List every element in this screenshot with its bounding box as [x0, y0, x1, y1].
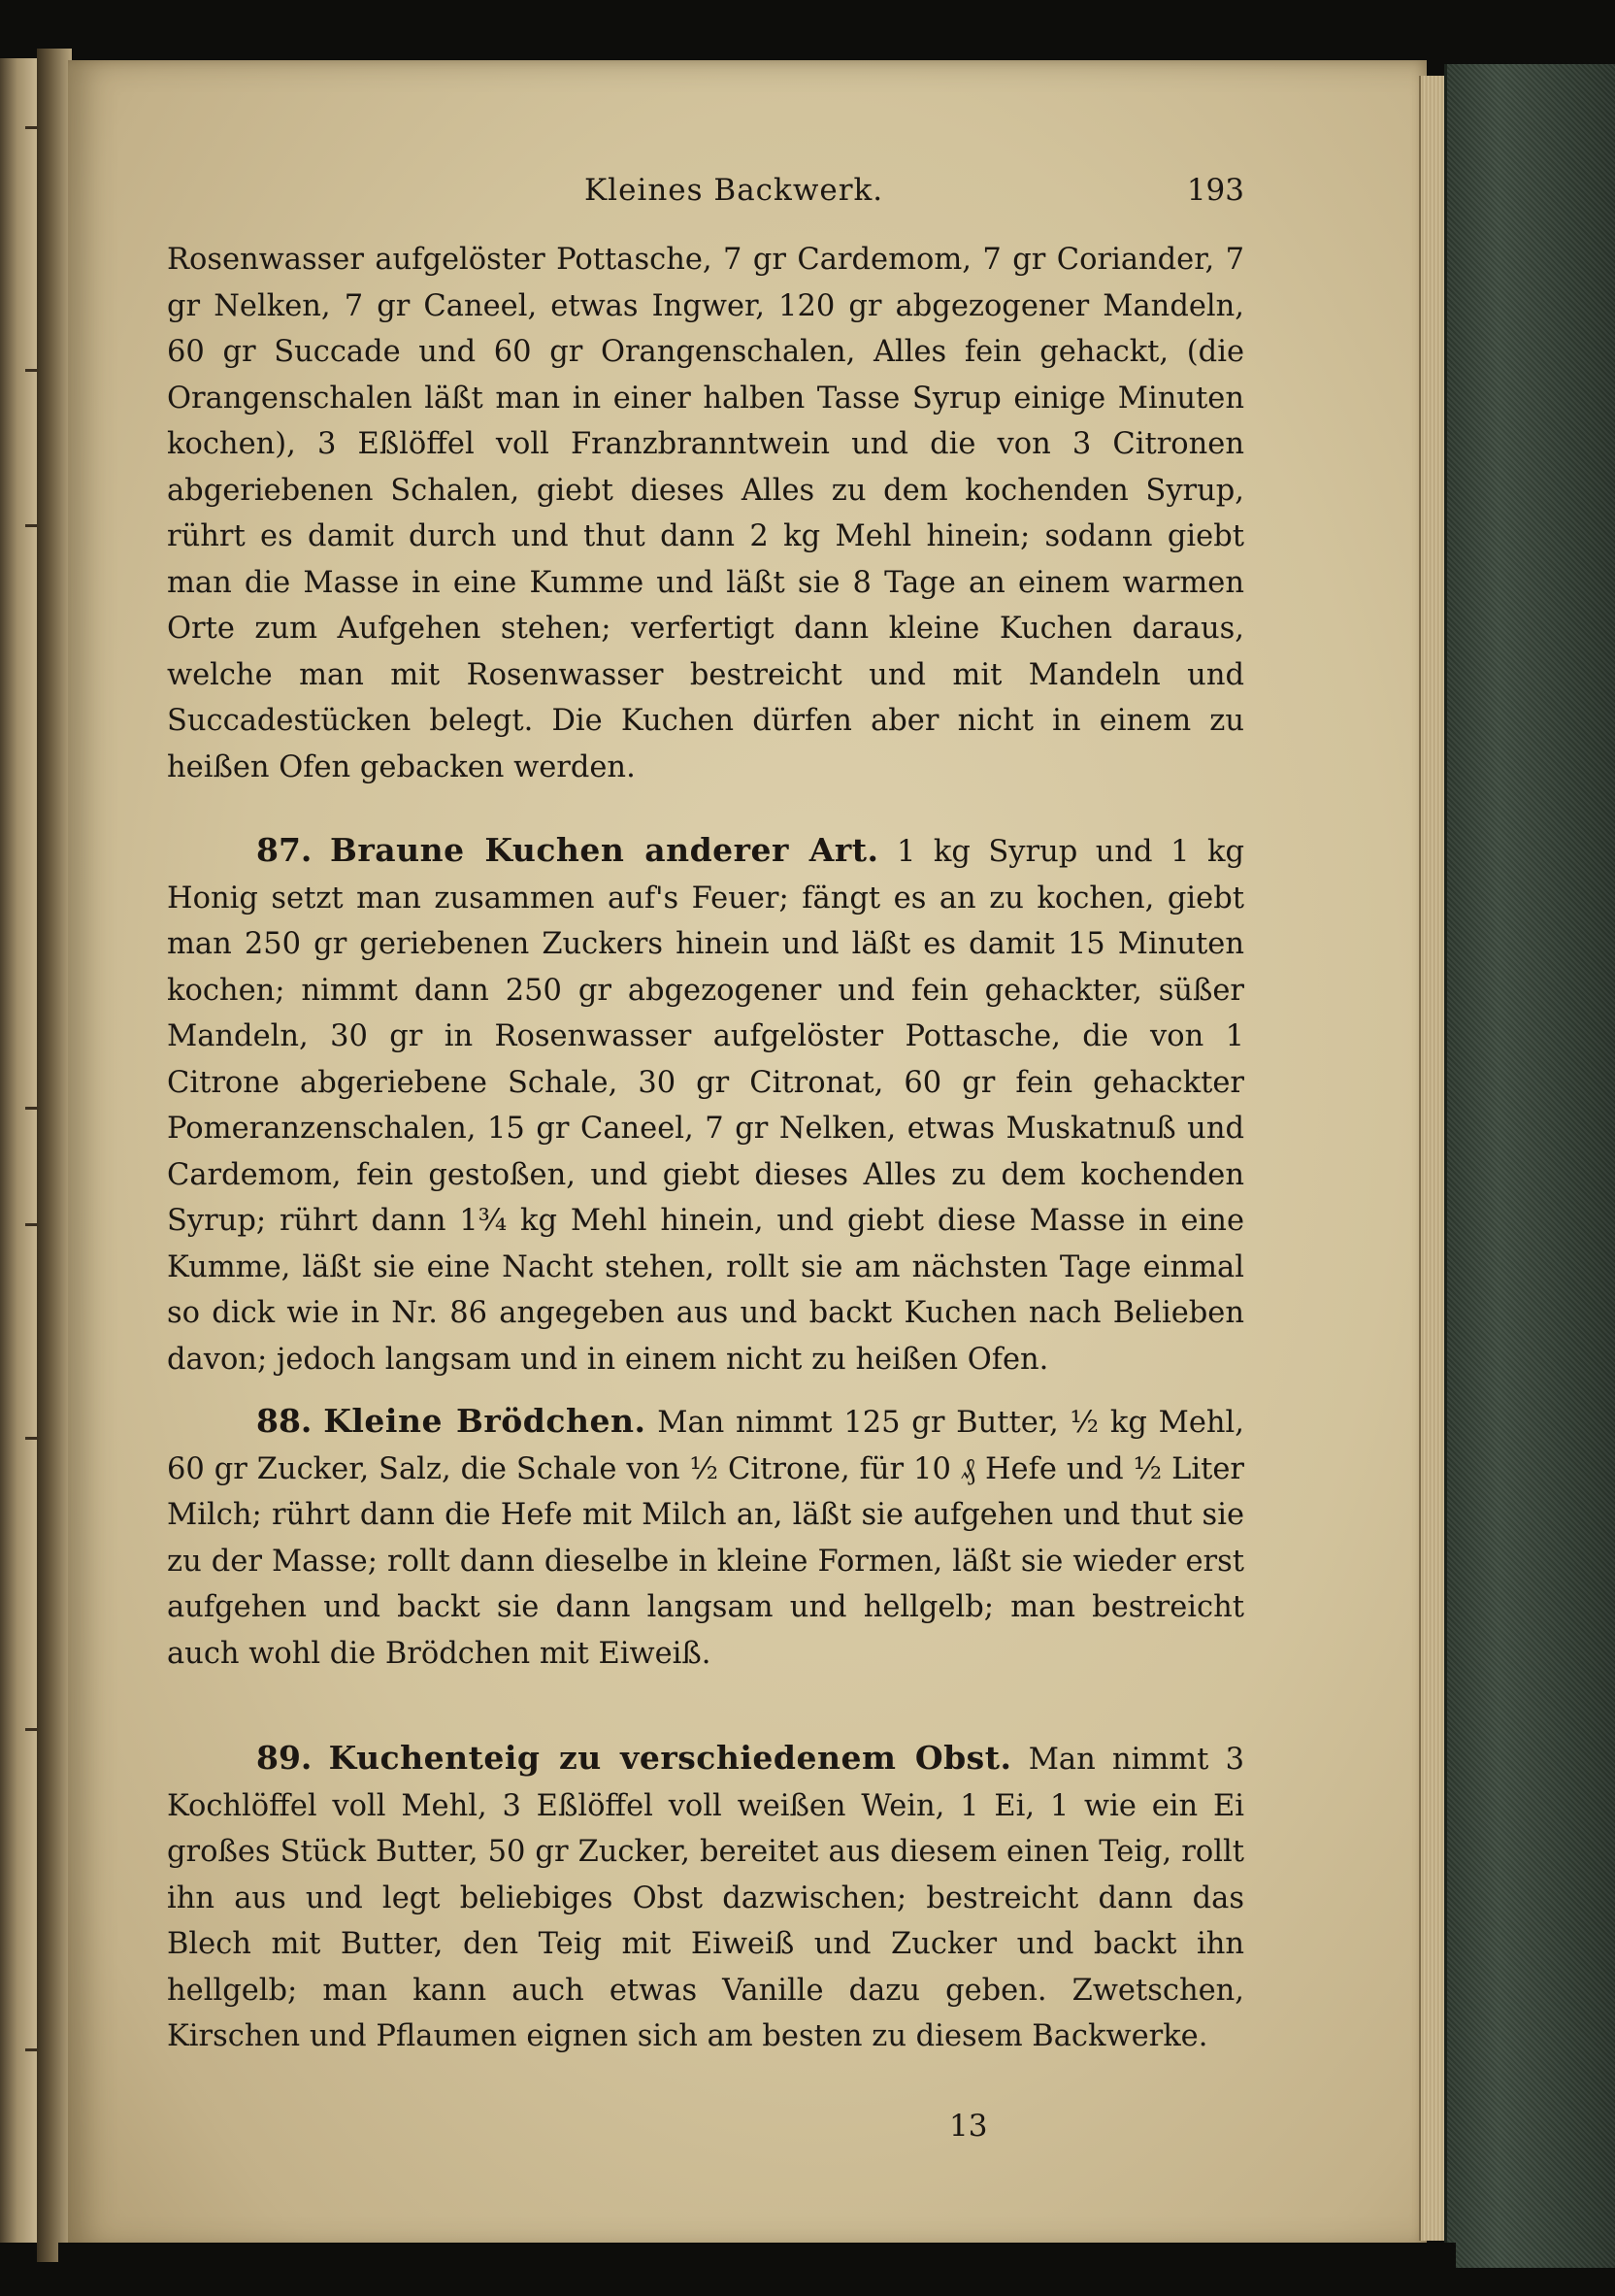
recipe-title: Braune Kuchen anderer Art.	[329, 831, 879, 869]
signature-mark: 13	[949, 2109, 988, 2144]
running-title: Kleines Backwerk.	[584, 173, 884, 208]
recipe-number: 89.	[256, 1739, 313, 1777]
recipe-89	[167, 1735, 1244, 2060]
recipe-number: 87.	[256, 831, 313, 869]
previous-page-marks	[25, 58, 37, 2243]
recipe-title: Kleine Brödchen.	[323, 1402, 646, 1440]
continued-paragraph: Rosenwasser aufgelöster Pottasche, 7 gr Cardemom, 7 gr Coriander, 7 gr Nelken, 7 gr Caneel, etwas Ingwer, 120 gr abgezogener Mandeln, 60 gr Succade und 60 gr Orangenschalen, Alles fein gehackt, (die Orangenschalen läßt man in einer halben Tasse Syrup einige Minuten kochen), 3 Eßlöffel voll Franzbranntwein und die von 3 Citronen abgeriebenen Schalen, giebt dieses Alles zu dem kochenden Syrup, rührt es damit durch und thut dann 2 kg Mehl hinein; sodann giebt man die Masse in eine Kumme und läßt sie 8 Tage an einem warmen Orte zum Aufgehen stehen; verfertigt dann kleine Kuchen daraus, welche man mit Rosenwasser bestreicht und mit Mandeln und Succadestücken belegt. Die Kuchen dürfen aber nicht in einem zu heißen Ofen gebacken werden.	[167, 243, 1244, 784]
recipe-number: 88.	[256, 1402, 313, 1440]
book-gutter	[37, 49, 72, 2262]
recipe-title: Kuchenteig zu verschiedenem Obst.	[328, 1739, 1012, 1777]
page-number: 193	[1186, 173, 1244, 208]
book-cover	[1444, 64, 1615, 2268]
recipe-body: 1 kg Syrup und 1 kg Honig setzt man zusammen auf's Feuer; fängt es an zu kochen, giebt man 250 gr geriebenen Zuckers hinein und läßt es damit 15 Minuten kochen; nimmt dann 250 gr abgezogener und fein gehackter, süßer Mandeln, 30 gr in Rosenwasser aufgelöster Pottasche, die von 1 Citrone abgeriebene Schale, 30 gr Citronat, 60 gr fein gehackter Pomeranzenschalen, 15 gr Caneel, 7 gr Nelken, etwas Muskatnuß und Cardemom, fein gestoßen, und giebt dieses Alles zu dem kochenden Syrup; rührt dann 1¾ kg Mehl hinein, und giebt diese Masse in eine Kumme, läßt sie eine Nacht stehen, rollt sie am nächsten Tage einmal so dick wie in Nr. 86 angegeben aus und backt Kuchen nach Belieben davon; jedoch langsam und in einem nicht zu heißen Ofen.	[167, 835, 1244, 1377]
recipe-body: Man nimmt 125 gr Butter, ½ kg Mehl, 60 gr Zucker, Salz, die Schale von ½ Citrone, für 10 ₰ Hefe und ½ Liter Milch; rührt dann die Hefe mit Milch an, läßt sie aufgehen und thut sie zu der Masse; rollt dann dieselbe in kleine Formen, läßt sie wieder erst aufgehen und backt sie dann langsam und hellgelb; man bestreicht auch wohl die Brödchen mit Eiweiß.	[167, 1406, 1244, 1671]
bottom-shadow	[58, 2243, 1456, 2296]
running-head	[167, 173, 1244, 221]
recipe-88	[167, 1398, 1244, 1677]
recipe-87	[167, 827, 1244, 1382]
recipe-body: Man nimmt 3 Kochlöffel voll Mehl, 3 Eßlöffel voll weißen Wein, 1 Ei, 1 wie ein Ei großes Stück Butter, 50 gr Zucker, bereitet aus diesem einen Teig, rollt ihn aus und legt beliebiges Obst dazwischen; bestreicht dann das Blech mit Butter, den Teig mit Eiweiß und Zucker und backt ihn hellgelb; man kann auch etwas Vanille dazu geben. Zwetschen, Kirschen und Pflaumen eignen sich am besten zu diesem Backwerke.	[167, 1743, 1245, 2053]
